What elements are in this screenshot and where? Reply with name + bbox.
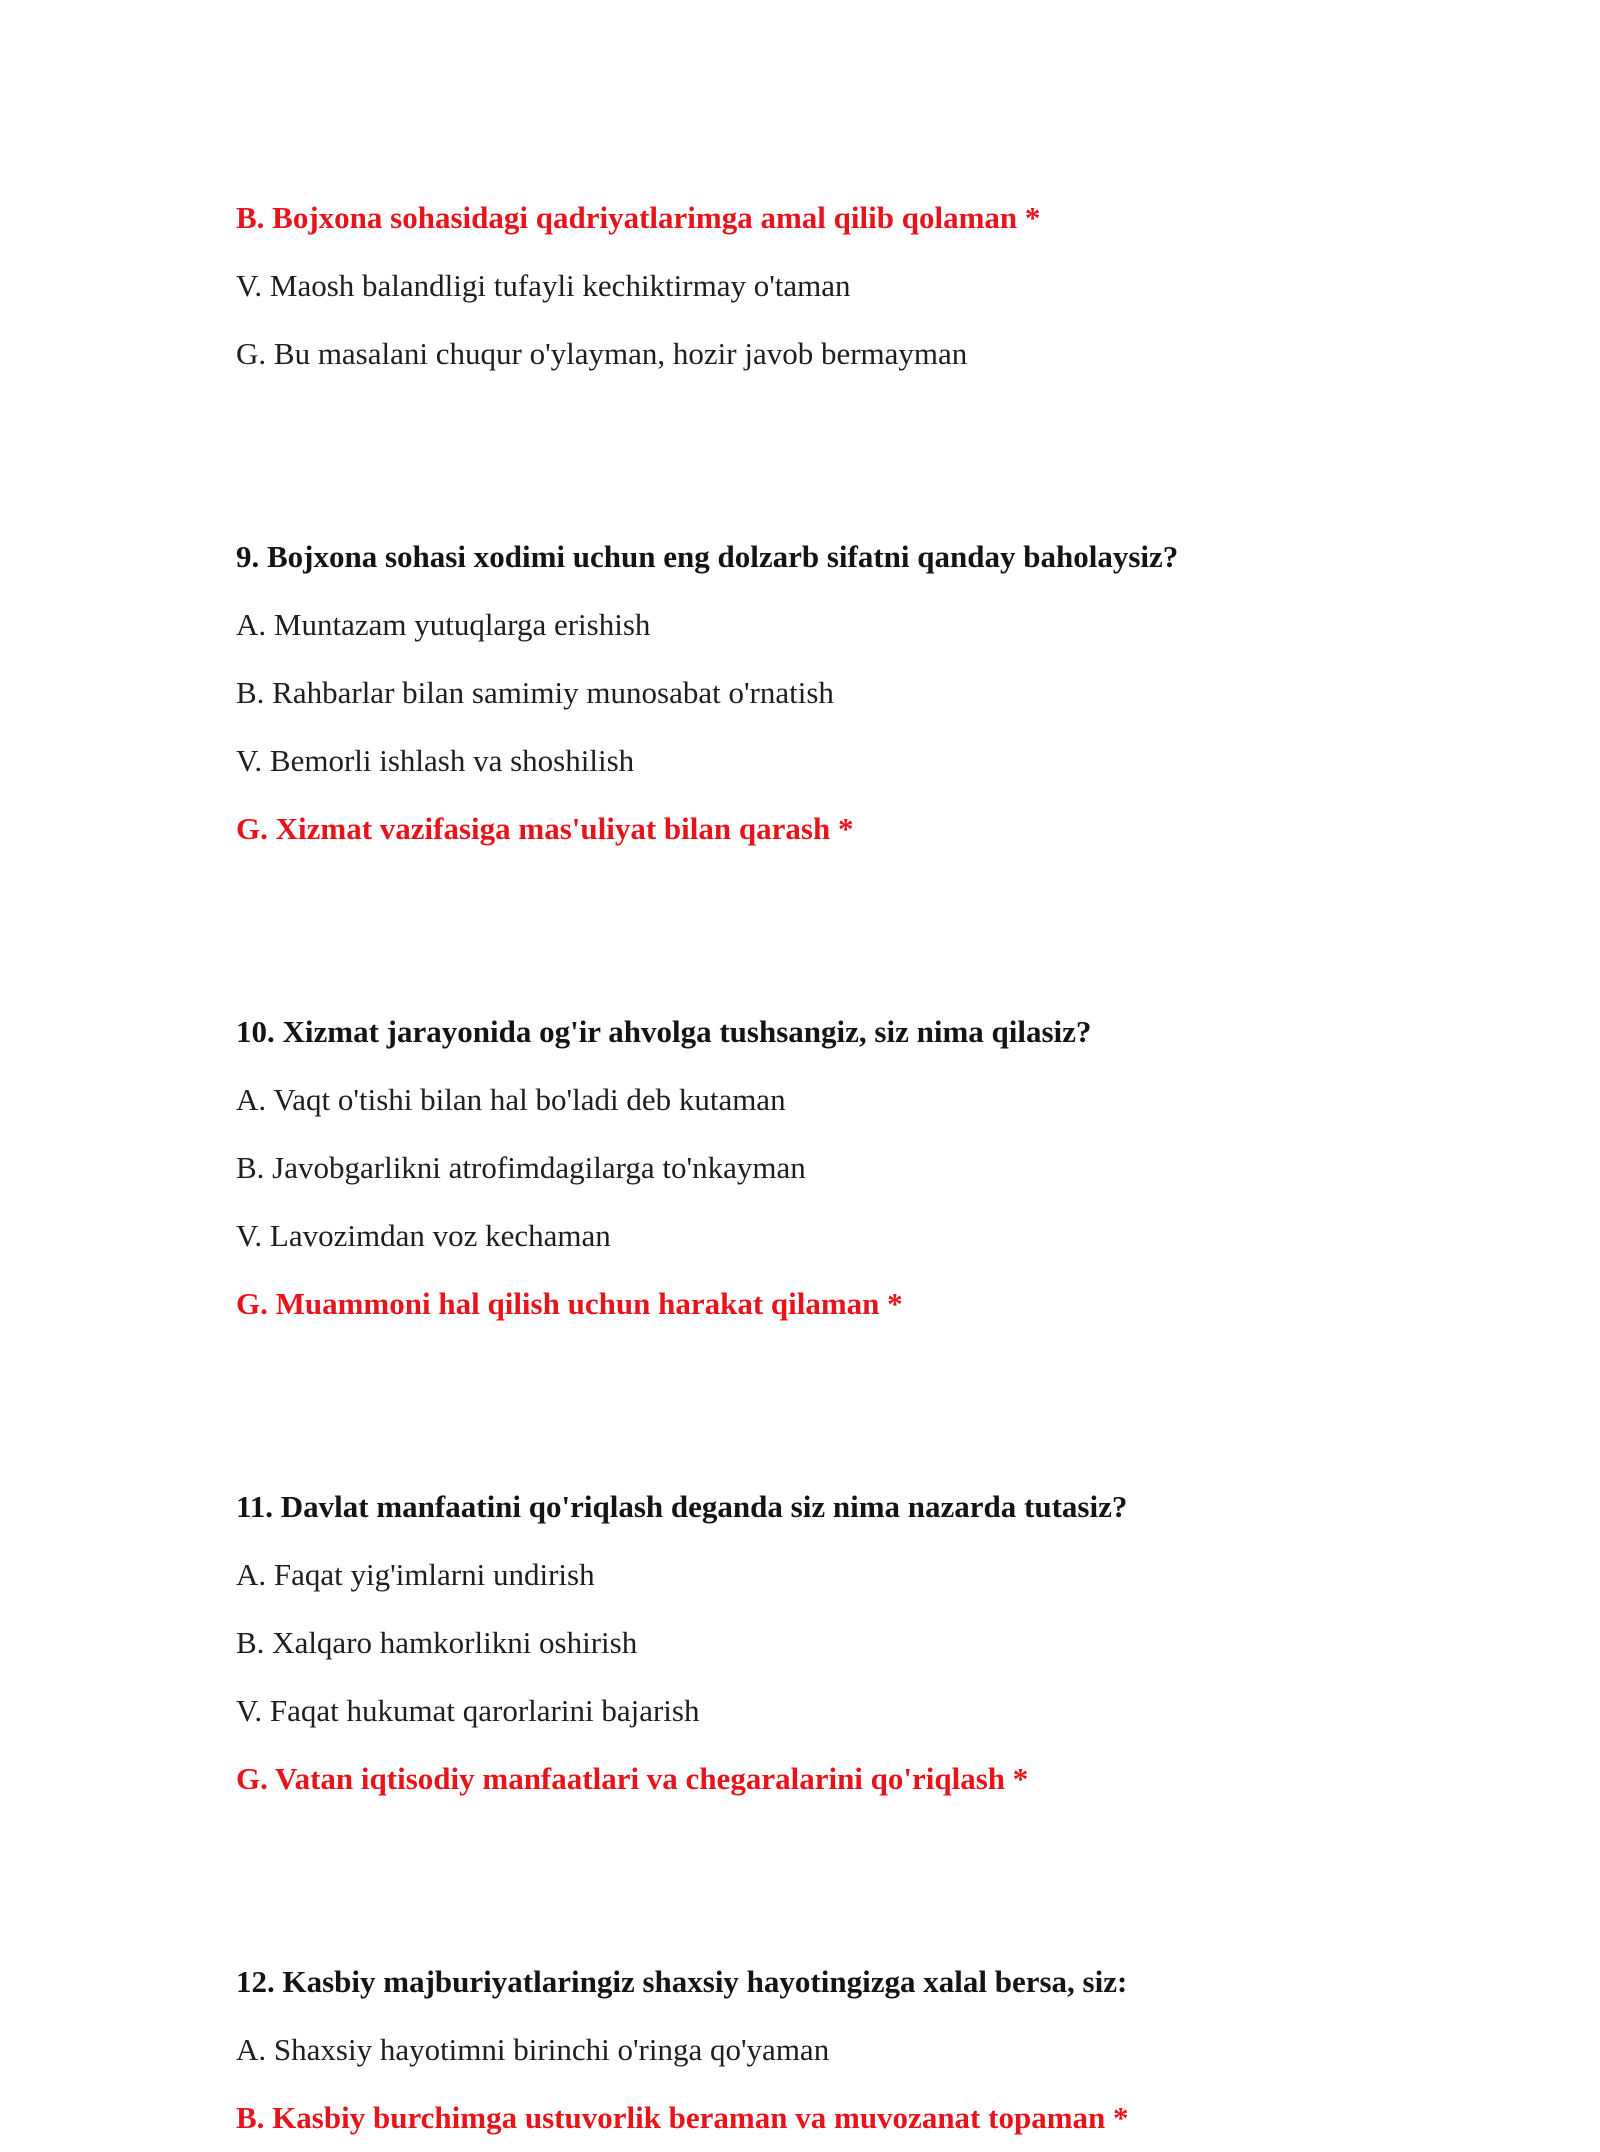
quiz-content	[236, 184, 1416, 2152]
question-text: 11. Davlat manfaatini qo'riqlash deganda siz nima nazarda tutasiz?	[236, 1489, 1128, 1524]
option: V. Maosh balandligi tufayli kechiktirmay o'taman	[236, 268, 851, 303]
option: V. Bemorli ishlash va shoshilish	[236, 743, 635, 778]
question-block-12	[236, 1948, 1416, 2152]
spacer	[236, 863, 1416, 998]
option-correct: G. Muammoni hal qilish uchun harakat qilaman *	[236, 1286, 903, 1321]
option: A. Vaqt o'tishi bilan hal bo'ladi deb kutaman	[236, 1082, 786, 1117]
question-8-continuation	[236, 184, 1416, 388]
question-text: 12. Kasbiy majburiyatlaringiz shaxsiy hayotingizga xalal bersa, siz:	[236, 1964, 1128, 1999]
option-correct: B. Bojxona sohasidagi qadriyatlarimga amal qilib qolaman *	[236, 200, 1041, 235]
question-text: 9. Bojxona sohasi xodimi uchun eng dolzarb sifatni qanday baholaysiz?	[236, 539, 1179, 574]
option: B. Javobgarlikni atrofimdagilarga to'nkayman	[236, 1150, 806, 1185]
option: V. Faqat hukumat qarorlarini bajarish	[236, 1693, 700, 1728]
option: V. Lavozimdan voz kechaman	[236, 1218, 611, 1253]
option-correct: B. Kasbiy burchimga ustuvorlik beraman va muvozanat topaman *	[236, 2100, 1129, 2135]
option: A. Shaxsiy hayotimni birinchi o'ringa qo'yaman	[236, 2032, 830, 2067]
question-block-9	[236, 523, 1416, 863]
option-correct: G. Vatan iqtisodiy manfaatlari va chegaralarini qo'riqlash *	[236, 1761, 1029, 1796]
question-block-11	[236, 1473, 1416, 1813]
spacer	[236, 388, 1416, 523]
question-text: 10. Xizmat jarayonida og'ir ahvolga tushsangiz, siz nima qilasiz?	[236, 1014, 1092, 1049]
spacer	[236, 1338, 1416, 1473]
spacer	[236, 1813, 1416, 1948]
option-correct: G. Xizmat vazifasiga mas'uliyat bilan qarash *	[236, 811, 854, 846]
option: B. Xalqaro hamkorlikni oshirish	[236, 1625, 638, 1660]
option: A. Faqat yig'imlarni undirish	[236, 1557, 595, 1592]
question-block-10	[236, 998, 1416, 1338]
option: A. Muntazam yutuqlarga erishish	[236, 607, 651, 642]
option: B. Rahbarlar bilan samimiy munosabat o'rnatish	[236, 675, 834, 710]
option: G. Bu masalani chuqur o'ylayman, hozir javob bermayman	[236, 336, 968, 371]
